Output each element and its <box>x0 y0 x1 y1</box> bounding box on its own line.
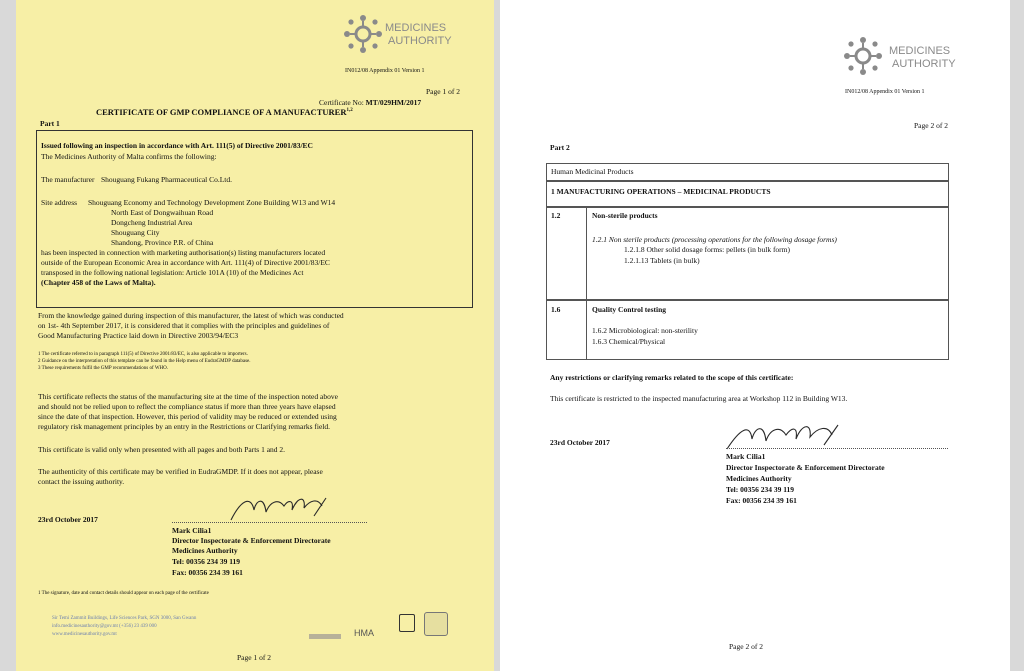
signature-line <box>172 522 367 523</box>
logo-text-medicines: MEDICINES <box>889 45 951 57</box>
status-line: and should not be relied upon to reflect the compliance status if more than three years have elapsed <box>38 402 336 411</box>
address-line: Shouguang City <box>111 228 160 237</box>
logo-text-authority: AUTHORITY <box>892 58 956 70</box>
issued-line: Issued following an inspection in accordance with Art. 111(5) of Directive 2001/83/EC <box>41 141 313 150</box>
restrictions-text: This certificate is restricted to the inspected manufacturing area at Workshop 112 in Building W13. <box>550 394 848 403</box>
certificate-page-1 <box>16 0 494 671</box>
valid-line: This certificate is valid only when presented with all pages and both Parts 1 and 2. <box>38 445 286 454</box>
inspected-line: (Chapter 458 of the Laws of Malta). <box>41 278 156 287</box>
page-label: Page 1 of 2 <box>426 87 460 96</box>
row-item: 1.2.1.8 Other solid dosage forms: pellets (in bulk form) <box>624 245 791 254</box>
row-number: 1.2 <box>551 211 561 220</box>
certificate-title <box>96 107 353 117</box>
signer-org: Medicines Authority <box>172 546 238 555</box>
quality-badge-icon <box>399 614 415 632</box>
manufacturer-name: Shouguang Fukang Pharmaceutical Co.Ltd. <box>101 175 233 184</box>
row-item: 1.2.1.13 Tablets (in bulk) <box>624 256 700 265</box>
signer-tel: Tel: 00356 234 39 119 <box>726 485 795 494</box>
logo-text-medicines: MEDICINES <box>385 22 447 34</box>
signature-line <box>726 448 948 449</box>
status-line: regulatory risk management principles by an entry in the Restrictions or Clarifying remarks field. <box>38 422 331 431</box>
row-title: Non-sterile products <box>592 211 658 220</box>
table-section-text: 1 MANUFACTURING OPERATIONS – MEDICINAL PRODUCTS <box>551 187 771 196</box>
cert-no-value: MT/029HM/2017 <box>365 98 422 107</box>
signer-fax: Fax: 00356 234 39 161 <box>726 496 797 505</box>
signature-footnote: 1 The signature, date and contact details should appear on each page of the certificate <box>38 591 209 596</box>
signer-tel: Tel: 00356 234 39 119 <box>172 557 241 566</box>
signer-name: Mark Cilia1 <box>726 452 766 461</box>
signer-name: Mark Cilia1 <box>172 526 212 535</box>
row-subtitle: 1.2.1 Non sterile products (processing operations for the following dosage forms) <box>592 235 837 244</box>
handwritten-signature <box>226 490 346 524</box>
footer-web: www.medicinesauthority.gov.mt <box>52 632 117 637</box>
row-item: 1.6.2 Microbiological: non-sterility <box>592 326 698 335</box>
hma-logo: HMA <box>354 628 374 638</box>
restrictions-heading: Any restrictions or clarifying remarks related to the scope of this certificate: <box>550 373 794 382</box>
authenticity-line: contact the issuing authority. <box>38 477 125 486</box>
title-text: CERTIFICATE OF GMP COMPLIANCE OF A MANUFACTURER <box>96 107 347 117</box>
title-sup: 1,2 <box>346 108 353 114</box>
authenticity-line: The authenticity of this certificate may be verified in EudraGMDP. If it does not appear, please <box>38 467 323 476</box>
status-line: This certificate reflects the status of the manufacturing site at the time of the inspection noted above <box>38 392 338 401</box>
certificate-page-2 <box>500 0 1010 671</box>
certificate-number <box>319 98 421 107</box>
medicines-authority-logo-icon <box>343 14 383 54</box>
address-line: Shouguang Economy and Technology Development Zone Building W13 and W14 <box>88 198 336 207</box>
footer-contact: info.medicinesauthority@gov.mt (+356) 23 439 000 <box>52 624 157 629</box>
inspected-line: outside of the European Economic Area in accordance with Art. 111(4) of Directive 2001/83/EC <box>41 258 330 267</box>
doc-ref: IN012/08 Appendix 01 Version 1 <box>345 68 425 74</box>
footer-page-number: Page 2 of 2 <box>729 642 763 651</box>
inspected-line: has been inspected in connection with marketing authorisation(s) listing manufacturers located <box>41 248 326 257</box>
issue-date: 23rd October 2017 <box>38 515 98 524</box>
knowledge-line: on 1st- 4th September 2017, it is considered that it complies with the principles and guidelines of <box>38 321 330 330</box>
site-address-label: Site address <box>41 198 78 207</box>
row-item: 1.6.3 Chemical/Physical <box>592 337 666 346</box>
cert-no-label: Certificate No: <box>319 98 364 107</box>
footnote: 1 The certificate referred to in paragraph 111(5) of Directive 2001/83/EC, is also applicable to importers. <box>38 352 248 357</box>
address-line: North East of Dongwaihuan Road <box>111 208 214 217</box>
issue-date: 23rd October 2017 <box>550 438 610 447</box>
signer-org: Medicines Authority <box>726 474 792 483</box>
address-line: Shandong, Province P.R. of China <box>111 238 214 247</box>
table-header-text: Human Medicinal Products <box>551 167 634 176</box>
row-number: 1.6 <box>551 305 561 314</box>
address-line: Dongcheng Industrial Area <box>111 218 193 227</box>
manufacturer-label: The manufacturer <box>41 175 95 184</box>
signer-title: Director Inspectorate & Enforcement Directorate <box>172 536 331 545</box>
knowledge-line: Good Manufacturing Practice laid down in Directive 2003/94/EC3 <box>38 331 239 340</box>
table-row-number-cell <box>546 207 587 300</box>
row-title: Quality Control testing <box>592 305 667 314</box>
doc-ref: IN012/08 Appendix 01 Version 1 <box>845 89 925 95</box>
footer-mark-icon <box>309 634 341 639</box>
inspected-line: transposed in the following national legislation: Article 101A (10) of the Medicines Act <box>41 268 304 277</box>
part-1-label: Part 1 <box>40 119 60 128</box>
footer-page-number: Page 1 of 2 <box>237 653 271 662</box>
knowledge-line: From the knowledge gained during inspection of this manufacturer, the latest of which was conducted <box>38 311 344 320</box>
accreditation-badge-icon <box>424 612 448 636</box>
status-line: since the date of that inspection. However, this period of validity may be reduced or extended using <box>38 412 337 421</box>
medicines-authority-logo-icon <box>843 36 883 76</box>
footnote: 3 These requirements fulfil the GMP recommendations of WHO. <box>38 366 169 371</box>
logo-text-authority: AUTHORITY <box>388 35 452 47</box>
page-label: Page 2 of 2 <box>914 121 948 130</box>
footnote: 2 Guidance on the interpretation of this template can be found in the Help menu of EudraGMDP database. <box>38 359 251 364</box>
part-2-label: Part 2 <box>550 143 570 152</box>
signer-fax: Fax: 00356 234 39 161 <box>172 568 243 577</box>
confirms-line: The Medicines Authority of Malta confirms the following: <box>41 152 217 161</box>
signer-title: Director Inspectorate & Enforcement Directorate <box>726 463 885 472</box>
footer-address: Sir Temi Zammit Buildings, Life Sciences Park, SGN 3000, San Gwann <box>52 616 197 621</box>
